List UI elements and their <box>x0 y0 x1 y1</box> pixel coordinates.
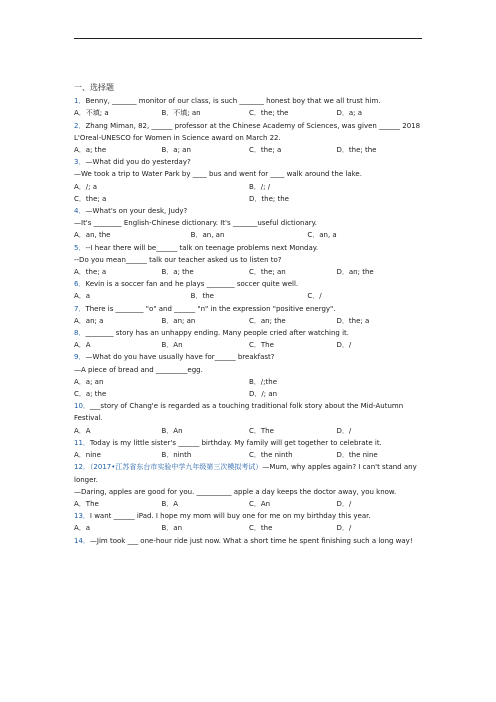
question-stem <box>74 95 424 107</box>
dialogue-line: —We took a trip to Water Park by ____ bus and went for ____ walk around the lake. <box>74 170 362 179</box>
option[interactable]: A．a; the <box>74 146 107 155</box>
question-item <box>74 278 424 302</box>
dialogue-line: --Do you mean______ talk our teacher asked us to listen to? <box>74 255 282 264</box>
option[interactable]: A．a <box>74 292 91 301</box>
question-stem <box>74 156 424 168</box>
option[interactable]: A．a; an <box>74 377 104 386</box>
option[interactable]: D．/ <box>336 341 352 350</box>
option[interactable]: A．A <box>74 426 91 435</box>
question-text: --I hear there will be______ talk on teenage problems next Monday. <box>85 243 319 252</box>
option[interactable]: C．the ninth <box>249 451 293 460</box>
option[interactable]: B．an, an <box>190 231 225 240</box>
question-stem <box>74 303 424 315</box>
section-title: 一、选择题 <box>74 83 114 92</box>
option[interactable]: B．不填; an <box>161 109 201 118</box>
question-stem <box>74 351 424 363</box>
question-text: Kevin is a soccer fan and he plays ________ soccer quite well. <box>85 280 299 289</box>
option[interactable]: C．The <box>249 341 274 350</box>
question-text: Today is my little sister's ______ birthday. My family will get together to celebrate it. <box>89 438 382 447</box>
question-stem <box>74 437 424 449</box>
option[interactable]: D．/ <box>336 499 352 508</box>
option[interactable]: A．an, the <box>74 231 111 240</box>
question-stem <box>74 205 424 217</box>
question-item <box>74 156 424 205</box>
question-text: —What's on your desk, Judy? <box>85 207 188 216</box>
option[interactable]: B．/; / <box>249 182 271 191</box>
question-item <box>74 205 424 242</box>
question-item <box>74 303 424 327</box>
options-row <box>74 290 424 302</box>
dialogue-line: —A piece of bread and _________egg. <box>74 365 203 374</box>
question-stem <box>74 400 424 424</box>
question-item <box>74 437 424 461</box>
option[interactable]: C．the; a <box>74 194 107 203</box>
option[interactable]: D．/ <box>336 426 352 435</box>
option[interactable]: B．An <box>161 426 183 435</box>
option[interactable]: A．/; a <box>74 182 98 191</box>
question-stem <box>74 461 424 485</box>
option[interactable]: B．An <box>161 341 183 350</box>
question-number: 9． <box>74 353 86 362</box>
option[interactable]: A．nine <box>74 451 101 460</box>
option[interactable]: C．An <box>249 499 271 508</box>
options-row <box>74 376 424 388</box>
question-text: Benny, _______ monitor of our class, is such _______ honest boy that we all trust him. <box>85 97 381 106</box>
option[interactable]: C．/ <box>307 292 322 301</box>
question-stem <box>74 120 424 144</box>
question-stem <box>74 242 424 254</box>
option[interactable]: D．/; an <box>249 390 278 399</box>
option[interactable]: A．不填; a <box>74 109 109 118</box>
question-number: 2． <box>74 121 86 130</box>
question-number: 13． <box>74 512 90 521</box>
question-number: 12． <box>74 463 90 472</box>
question-item <box>74 510 424 534</box>
options-row <box>74 229 424 241</box>
question-stem <box>74 327 424 339</box>
question-item <box>74 120 424 157</box>
option[interactable]: C．the; the <box>249 109 289 118</box>
options-row <box>74 144 424 156</box>
question-number: 8． <box>74 329 86 338</box>
question-text: There is ________ "o" and ______ "n" in the expression "positive energy". <box>85 304 336 313</box>
question-item <box>74 95 424 119</box>
question-number: 11． <box>74 438 90 447</box>
question-source: （2017•江苏省东台市实验中学九年级第三次模拟考试） <box>89 463 263 472</box>
question-text: ___story of Chang'e is regarded as a touching traditional folk story about the Mid-Autumn Festival. <box>74 402 404 423</box>
question-item <box>74 535 424 547</box>
option[interactable]: D．a; a <box>336 109 363 118</box>
option[interactable]: D．/ <box>336 524 352 533</box>
option[interactable]: B．an <box>161 524 183 533</box>
option[interactable]: A．The <box>74 499 99 508</box>
question-text: Zhang Miman, 82, ______ professor at the Chinese Academy of Sciences, was given ______ 2018 L'Oreal-UNESCO for Women in Science award on March 22. <box>74 121 421 142</box>
question-text: ________ story has an unhappy ending. Many people cried after watching it. <box>85 329 350 338</box>
dialogue-line: —It's ________ English-Chinese dictionary. It's _______useful dictionary. <box>74 219 317 228</box>
option[interactable]: A．a <box>74 524 91 533</box>
question-number: 3． <box>74 158 86 167</box>
question-number: 1． <box>74 97 86 106</box>
question-text: I want ______ iPad. I hope my mom will buy one for me on my birthday this year. <box>89 512 371 521</box>
option[interactable]: A．A <box>74 341 91 350</box>
option[interactable]: B．ninth <box>161 451 192 460</box>
option[interactable]: C．an; the <box>249 316 286 325</box>
question-number: 7． <box>74 304 86 313</box>
question-text: —What did you do yesterday? <box>85 158 191 167</box>
question-item <box>74 242 424 279</box>
question-number: 5． <box>74 243 86 252</box>
question-item <box>74 461 424 510</box>
options-row <box>74 181 424 193</box>
option[interactable]: A．an; a <box>74 316 104 325</box>
question-text: —Mum, why apples again? I can't stand any longer. <box>74 463 417 484</box>
option[interactable]: D．the; the <box>336 146 377 155</box>
question-item <box>74 327 424 351</box>
option[interactable]: C．a; the <box>74 390 107 399</box>
question-stem <box>74 535 424 547</box>
options-row <box>74 266 424 278</box>
question-number: 6． <box>74 280 86 289</box>
option[interactable]: B．an; an <box>161 316 196 325</box>
option[interactable]: C．the <box>249 524 273 533</box>
question-text: —What do you have usually have for______ breakfast? <box>85 353 275 362</box>
option[interactable]: C．an, a <box>307 231 337 240</box>
options-row <box>74 315 424 327</box>
option[interactable]: D．the; the <box>249 194 289 203</box>
question-item <box>74 400 424 437</box>
option[interactable]: D．an; the <box>336 268 374 277</box>
options-row <box>74 193 424 205</box>
question-list <box>74 82 424 547</box>
question-text: —Jim took ___ one-hour ride just now. What a short time he spent finishing such a long way! <box>89 536 413 545</box>
option[interactable]: B．A <box>161 499 179 508</box>
option[interactable]: B．a; the <box>161 268 194 277</box>
options-row <box>74 388 424 400</box>
option[interactable]: B．the <box>190 292 214 301</box>
option[interactable]: B．a; an <box>161 146 191 155</box>
options-row <box>74 498 424 510</box>
question-stem <box>74 510 424 522</box>
options-row <box>74 425 424 437</box>
option[interactable]: C．the; an <box>249 268 286 277</box>
option[interactable]: D．the; a <box>336 316 370 325</box>
option[interactable]: D．the nine <box>336 451 378 460</box>
options-row <box>74 449 424 461</box>
options-row <box>74 522 424 534</box>
dialogue-line: —Daring, apples are good for you. __________ apple a day keeps the doctor away, you know. <box>74 487 397 496</box>
option[interactable]: C．the; a <box>249 146 282 155</box>
option[interactable]: B．/;the <box>249 377 278 386</box>
option[interactable]: C．The <box>249 426 274 435</box>
question-number: 4． <box>74 207 86 216</box>
header-rule <box>74 38 422 39</box>
question-number: 14． <box>74 536 90 545</box>
question-number: 10． <box>74 402 90 411</box>
question-stem <box>74 278 424 290</box>
options-row <box>74 339 424 351</box>
option[interactable]: A．the; a <box>74 268 107 277</box>
options-row <box>74 107 424 119</box>
question-item <box>74 351 424 400</box>
